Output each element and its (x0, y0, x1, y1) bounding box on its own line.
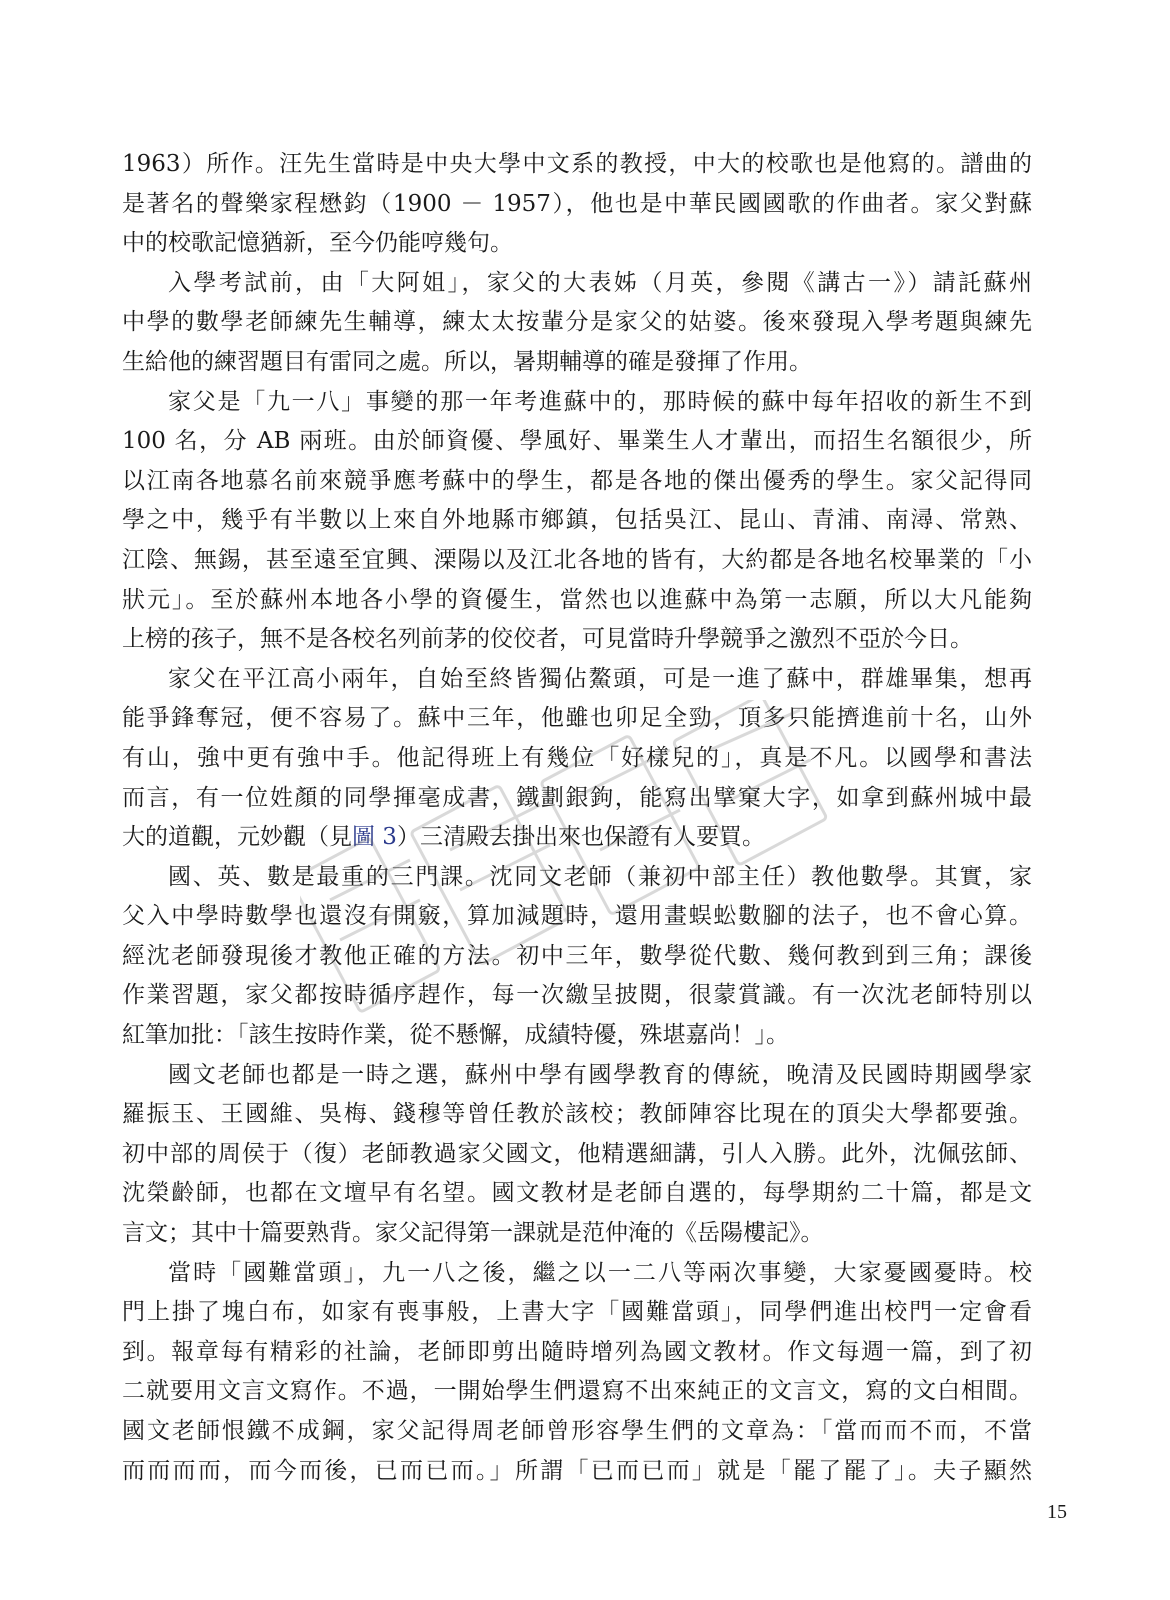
text-line: 中學的數學老師練先生輔導，練太太按輩分是家父的姑婆。後來發現入學考題與練先 (122, 309, 1032, 336)
text-line: 狀元」。至於蘇州本地各小學的資優生，當然也以進蘇中為第一志願，所以大凡能夠 (122, 586, 1032, 613)
text-line: 國文老師恨鐵不成鋼，家父記得周老師曾形容學生們的文章為：「當而而不而，不當 (122, 1418, 1032, 1444)
text-line: 當時「國難當頭」，九一八之後，繼之以一二八等兩次事變，大家憂國憂時。校 (168, 1259, 1032, 1286)
text-line: 作業習題，家父都按時循序趕作，每一次繳呈披閱，很蒙賞識。有一次沈老師特別以 (122, 982, 1032, 1009)
text-segment: 大的道觀，元妙觀（見 (122, 824, 352, 851)
text-line: 羅振玉、王國維、吳梅、錢穆等曾任教於該校；教師陣容比現在的頂尖大學都要強。 (122, 1101, 1032, 1128)
text-line: 能爭鋒奪冠，便不容易了。蘇中三年，他雖也卯足全勁，頂多只能擠進前十名，山外 (122, 705, 1032, 732)
text-line: 是著名的聲樂家程懋鈞（1900 － 1957），他也是中華民國國歌的作曲者。家父對蘇 (122, 190, 1032, 217)
paragraph (122, 145, 1032, 264)
paragraph (122, 858, 1032, 1056)
text-line: 生給他的練習題目有雷同之處。所以，暑期輔導的確是發揮了作用。 (122, 348, 812, 375)
body-text (122, 145, 1032, 1491)
text-segment: ）三清殿去掛出來也保證有人要買。 (396, 824, 765, 851)
paragraph (122, 383, 1032, 660)
paragraph (122, 660, 1032, 858)
text-line: 父入中學時數學也還沒有開竅，算加減題時，還用畫蜈蚣數腳的法子，也不會心算。 (122, 903, 1032, 930)
text-line: 1963）所作。汪先生當時是中央大學中文系的教授，中大的校歌也是他寫的。譜曲的 (122, 151, 1032, 177)
text-line: 以江南各地慕名前來競爭應考蘇中的學生，都是各地的傑出優秀的學生。家父記得同 (122, 467, 1032, 494)
text-line: 上榜的孩子，無不是各校名列前茅的佼佼者，可見當時升學競爭之激烈不亞於今日。 (122, 626, 973, 653)
text-line: 有山，強中更有強中手。他記得班上有幾位「好樣兒的」，真是不凡。以國學和書法 (122, 744, 1032, 771)
paragraph (122, 1254, 1032, 1492)
text-line: 中的校歌記憶猶新，至今仍能哼幾句。 (122, 230, 513, 257)
text-line (122, 818, 1032, 858)
text-line: 而而而而，而今而後，已而已而。」所謂「已而已而」就是「罷了罷了」。夫子顯然 (122, 1457, 1032, 1484)
text-line: 到。報章每有精彩的社論，老師即剪出隨時增列為國文教材。作文每週一篇，到了初 (122, 1338, 1032, 1365)
figure-reference-link[interactable]: 圖 3 (352, 824, 397, 851)
text-line: 沈榮齡師，也都在文壇早有名望。國文教材是老師自選的，每學期約二十篇，都是文 (122, 1180, 1032, 1207)
text-line: 言文；其中十篇要熟背。家父記得第一課就是范仲淹的《岳陽樓記》。 (122, 1220, 824, 1247)
text-line: 國文老師也都是一時之選，蘇州中學有國學教育的傳統，晚清及民國時期國學家 (168, 1061, 1032, 1088)
text-line: 國、英、數是最重的三門課。沈同文老師（兼初中部主任）教他數學。其實，家 (168, 863, 1032, 890)
text-line: 100 名，分 AB 兩班。由於師資優、學風好、畢業生人才輩出，而招生名額很少，所 (122, 428, 1032, 455)
text-line: 家父在平江高小兩年，自始至終皆獨佔鰲頭，可是一進了蘇中，群雄畢集，想再 (168, 665, 1032, 692)
text-line: 學之中，幾乎有半數以上來自外地縣市鄉鎮，包括吳江、昆山、青浦、南潯、常熟、 (122, 507, 1032, 534)
paragraph (122, 1056, 1032, 1254)
paragraph (122, 264, 1032, 383)
text-line: 二就要用文言文寫作。不過，一開始學生們還寫不出來純正的文言文，寫的文白相間。 (122, 1378, 1032, 1405)
text-line: 初中部的周侯于（復）老師教過家父國文，他精選細講，引人入勝。此外，沈佩弦師、 (122, 1140, 1032, 1167)
page-number: 15 (1047, 1501, 1067, 1523)
text-line: 入學考試前，由「大阿姐」，家父的大表姊（月英，參閱《講古一》）請託蘇州 (168, 269, 1032, 296)
text-line: 家父是「九一八」事變的那一年考進蘇中的，那時候的蘇中每年招收的新生不到 (168, 388, 1032, 415)
text-line: 紅筆加批：「該生按時作業，從不懸懈，成績特優，殊堪嘉尚！」。 (122, 1022, 789, 1049)
text-line: 門上掛了塊白布，如家有喪事般，上書大字「國難當頭」，同學們進出校門一定會看 (122, 1299, 1032, 1326)
text-line: 而言，有一位姓顏的同學揮毫成書，鐵劃銀鉤，能寫出擘窠大字，如拿到蘇州城中最 (122, 784, 1032, 811)
text-line: 經沈老師發現後才教他正確的方法。初中三年，數學從代數、幾何教到到三角；課後 (122, 942, 1032, 969)
text-line: 江陰、無錫，甚至遠至宜興、溧陽以及江北各地的皆有，大約都是各地名校畢業的「小 (122, 546, 1032, 573)
